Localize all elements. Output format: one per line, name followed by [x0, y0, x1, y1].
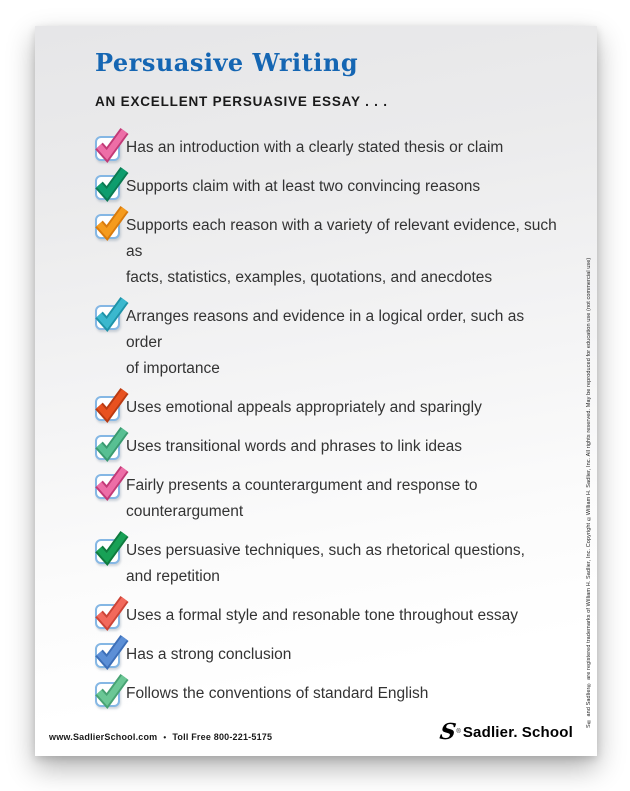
checkbox-icon: [95, 643, 120, 668]
checkbox-icon: [95, 305, 120, 330]
logo-name2: School: [521, 723, 573, 741]
checklist-item: [95, 395, 557, 421]
checkmark-icon: [94, 595, 128, 629]
checkmark-icon: [94, 465, 128, 499]
checklist-item: [95, 135, 557, 161]
checkbox-icon: [95, 604, 120, 629]
checklist-item: [95, 642, 557, 668]
registered-mark-icon: ®: [456, 729, 461, 735]
checkbox-icon: [95, 435, 120, 460]
checkmark-icon: [94, 530, 128, 564]
checklist-item-label: Supports claim with at least two convincing reasons: [126, 178, 481, 195]
sadlier-school-logo: [437, 719, 573, 745]
side-copyright-text: S® and Sadlier® are registered trademarks of William H. Sadlier, Inc. Copyright ©William H. Sadlier, Inc. All rights reserved. May be reproduced for education use (not commercial use): [586, 257, 592, 728]
checkmark-icon: [94, 205, 128, 239]
checklist-item-label: Supports each reason with a variety of relevant evidence, such as facts, statistics, examples, quotations, and anecdotes: [126, 217, 557, 286]
checklist: [95, 135, 557, 707]
page-content: [35, 26, 597, 756]
page-footer: [49, 719, 573, 745]
checkmark-icon: [94, 634, 128, 668]
checklist-item-label: Has a strong conclusion: [126, 646, 292, 663]
checklist-item-label: Arranges reasons and evidence in a logical order, such as order of importance: [126, 308, 525, 377]
checkmark-icon: [94, 426, 128, 460]
checkmark-icon: [94, 387, 128, 421]
checklist-item-label: Follows the conventions of standard English: [126, 685, 429, 702]
checkbox-icon: [95, 214, 120, 239]
checklist-item: [95, 473, 557, 525]
checkmark-icon: [94, 166, 128, 200]
checklist-item-label: Uses a formal style and resonable tone throughout essay: [126, 607, 519, 624]
checklist-item-label: Fairly presents a counterargument and response to counterargument: [126, 477, 478, 520]
worksheet-page: [35, 26, 597, 756]
checklist-item: [95, 174, 557, 200]
checklist-item: [95, 213, 557, 291]
checklist-item: [95, 603, 557, 629]
checklist-item: [95, 304, 557, 382]
checklist-item-label: Uses persuasive techniques, such as rhetorical questions, and repetition: [126, 542, 525, 585]
checkbox-icon: [95, 175, 120, 200]
checkmark-icon: [94, 296, 128, 330]
checkbox-icon: [95, 682, 120, 707]
sadlier-s-icon: S: [437, 719, 458, 745]
page-subtitle: AN EXCELLENT PERSUASIVE ESSAY . . .: [95, 94, 388, 109]
checkbox-icon: [95, 539, 120, 564]
page-title: Persuasive Writing: [95, 48, 359, 77]
footer-phone: Toll Free 800-221-5175: [172, 732, 273, 742]
checklist-item-label: Uses transitional words and phrases to link ideas: [126, 438, 463, 455]
footer-contact: [49, 732, 272, 742]
checkbox-icon: [95, 136, 120, 161]
checkbox-icon: [95, 474, 120, 499]
checklist-item: [95, 681, 557, 707]
footer-separator: •: [163, 733, 167, 742]
checklist-item: [95, 538, 557, 590]
checklist-item-label: Uses emotional appeals appropriately and sparingly: [126, 399, 482, 416]
footer-website: www.SadlierSchool.com: [49, 732, 158, 742]
checkmark-icon: [94, 127, 128, 161]
checklist-item: [95, 434, 557, 460]
logo-name: Sadlier.: [462, 723, 518, 741]
checkmark-icon: [94, 673, 128, 707]
checklist-item-label: Has an introduction with a clearly stated thesis or claim: [126, 139, 504, 156]
checkbox-icon: [95, 396, 120, 421]
